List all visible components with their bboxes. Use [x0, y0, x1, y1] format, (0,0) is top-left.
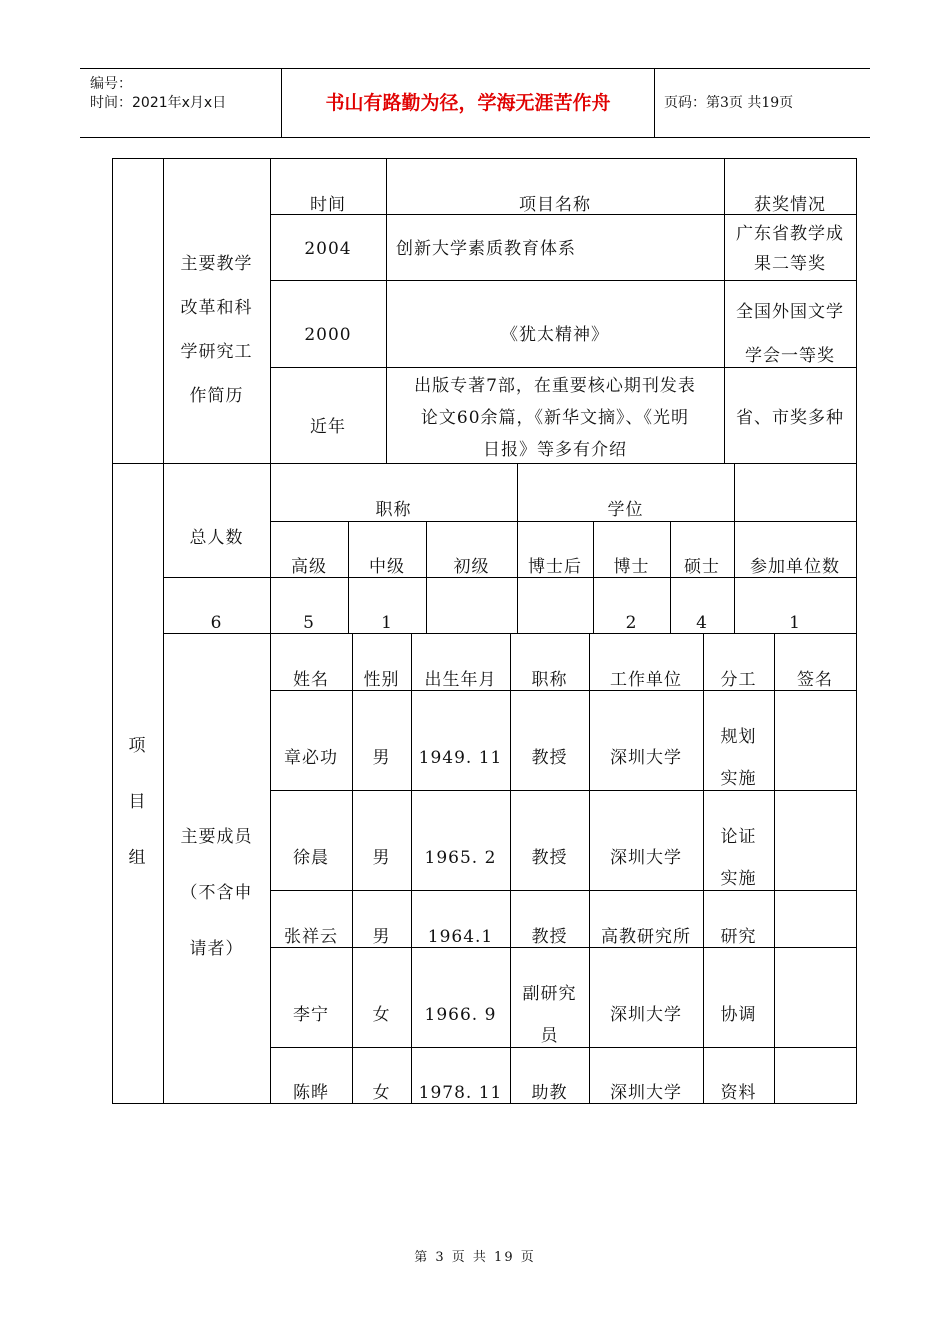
member-name: 张祥云	[284, 927, 338, 947]
stat-header: 博士	[613, 557, 650, 577]
member-name: 章必功	[284, 748, 338, 768]
member-header: 分工	[720, 670, 757, 690]
member-cell	[270, 790, 353, 891]
member-title: 教授	[531, 848, 568, 868]
members-label: 请者）	[189, 939, 244, 959]
members-label: 主要成员	[180, 827, 253, 847]
member-unit: 深圳大学	[610, 748, 682, 768]
member-role: 资料	[720, 1083, 757, 1103]
member-unit: 高教研究所	[601, 927, 691, 947]
team-side-label: 组	[128, 848, 147, 868]
research-header-project: 项目名称	[519, 195, 591, 215]
member-title: 副研究	[522, 984, 577, 1004]
research-header-time: 时间	[310, 195, 346, 215]
total-label: 总人数	[189, 528, 244, 548]
research-award: 省、市奖多种	[736, 408, 844, 428]
member-cell	[510, 790, 590, 891]
member-cell	[703, 947, 775, 1048]
research-section-label: 作简历	[189, 386, 244, 406]
member-gender: 女	[372, 1005, 391, 1025]
member-gender: 男	[372, 927, 391, 947]
research-award: 果二等奖	[754, 254, 826, 274]
research-time: 2004	[304, 239, 352, 259]
member-header: 性别	[363, 670, 400, 690]
team-side-cell	[112, 463, 164, 1104]
member-birth: 1965. 2	[424, 848, 497, 868]
member-title: 教授	[531, 927, 568, 947]
member-title: 员	[540, 1026, 559, 1046]
research-award: 广东省教学成	[736, 224, 844, 244]
page-footer: 第 3 页 共 19 页	[414, 1250, 536, 1265]
member-title: 教授	[531, 748, 568, 768]
research-award: 学会一等奖	[745, 346, 835, 366]
member-gender: 女	[372, 1083, 391, 1103]
research-award: 全国外国文学	[736, 302, 844, 322]
date-line: 时间：2021年x月x日	[90, 95, 227, 111]
member-header: 工作单位	[610, 670, 682, 690]
stat-value: 4	[696, 613, 708, 633]
research-time: 近年	[310, 417, 346, 437]
member-cell	[510, 690, 590, 791]
member-cell	[411, 790, 511, 891]
member-name: 陈晔	[293, 1083, 329, 1103]
member-name: 李宁	[293, 1005, 329, 1025]
research-project: 出版专著7部，在重要核心期刊发表	[414, 376, 696, 396]
stat-header: 硕士	[684, 557, 720, 577]
header-page: 页码：第3页 共19页	[664, 95, 794, 111]
member-birth: 1966. 9	[424, 1005, 497, 1025]
member-header: 出生年月	[424, 670, 497, 690]
member-name: 徐晨	[293, 848, 329, 868]
member-header: 职称	[531, 670, 568, 690]
research-time: 2000	[304, 325, 352, 345]
team-side-label: 项	[128, 736, 147, 756]
member-role: 规划	[720, 727, 757, 747]
number-label: 编号：	[90, 76, 132, 92]
member-header: 签名	[797, 670, 833, 690]
member-gender: 男	[372, 748, 391, 768]
research-project: 创新大学素质教育体系	[396, 239, 576, 259]
stat-value: 5	[303, 613, 315, 633]
member-role: 论证	[720, 827, 757, 847]
stat-total: 6	[210, 613, 223, 633]
members-label: （不含申	[180, 883, 253, 903]
stat-header: 高级	[291, 557, 327, 577]
team-side-label: 目	[128, 792, 147, 812]
member-cell	[411, 690, 511, 791]
header-motto: 书山有路勤为径，学海无涯苦作舟	[282, 69, 655, 137]
member-gender: 男	[372, 848, 391, 868]
page-header	[80, 68, 870, 138]
member-birth: 1949. 11	[418, 748, 503, 768]
stat-header: 参加单位数	[750, 557, 840, 577]
header-meta	[80, 69, 282, 137]
research-project: 日报》等多有介绍	[483, 440, 627, 460]
research-cell	[270, 367, 387, 464]
stat-header: 博士后	[528, 557, 582, 577]
research-section-label: 改革和科	[180, 298, 253, 318]
member-cell	[774, 947, 857, 1048]
member-title: 助教	[531, 1083, 568, 1103]
title-header: 职称	[375, 500, 412, 520]
member-cell	[270, 947, 353, 1048]
member-role: 实施	[720, 869, 757, 889]
member-birth: 1978. 11	[418, 1083, 503, 1103]
research-project: 《犹太精神》	[501, 325, 609, 345]
research-section-label: 学研究工	[180, 342, 253, 362]
stat-header: 初级	[453, 557, 490, 577]
stat-header: 中级	[369, 557, 405, 577]
research-header-award: 获奖情况	[754, 195, 826, 215]
members-label-cell	[163, 633, 271, 1104]
member-cell	[270, 690, 353, 791]
member-unit: 深圳大学	[610, 848, 682, 868]
research-section-label: 主要教学	[180, 254, 253, 274]
member-role: 实施	[720, 769, 757, 789]
stat-value: 1	[789, 613, 801, 633]
member-role: 研究	[720, 927, 757, 947]
member-unit: 深圳大学	[610, 1083, 682, 1103]
research-project: 论文60余篇，《新华文摘》、《光明	[420, 408, 690, 428]
member-header: 姓名	[293, 670, 329, 690]
member-cell	[352, 790, 412, 891]
stat-value: 1	[381, 613, 393, 633]
member-cell	[352, 690, 412, 791]
member-role: 协调	[720, 1005, 757, 1025]
member-birth: 1964.1	[427, 927, 494, 947]
member-unit: 深圳大学	[610, 1005, 682, 1025]
stat-value: 2	[625, 613, 638, 633]
degree-header: 学位	[607, 500, 644, 520]
